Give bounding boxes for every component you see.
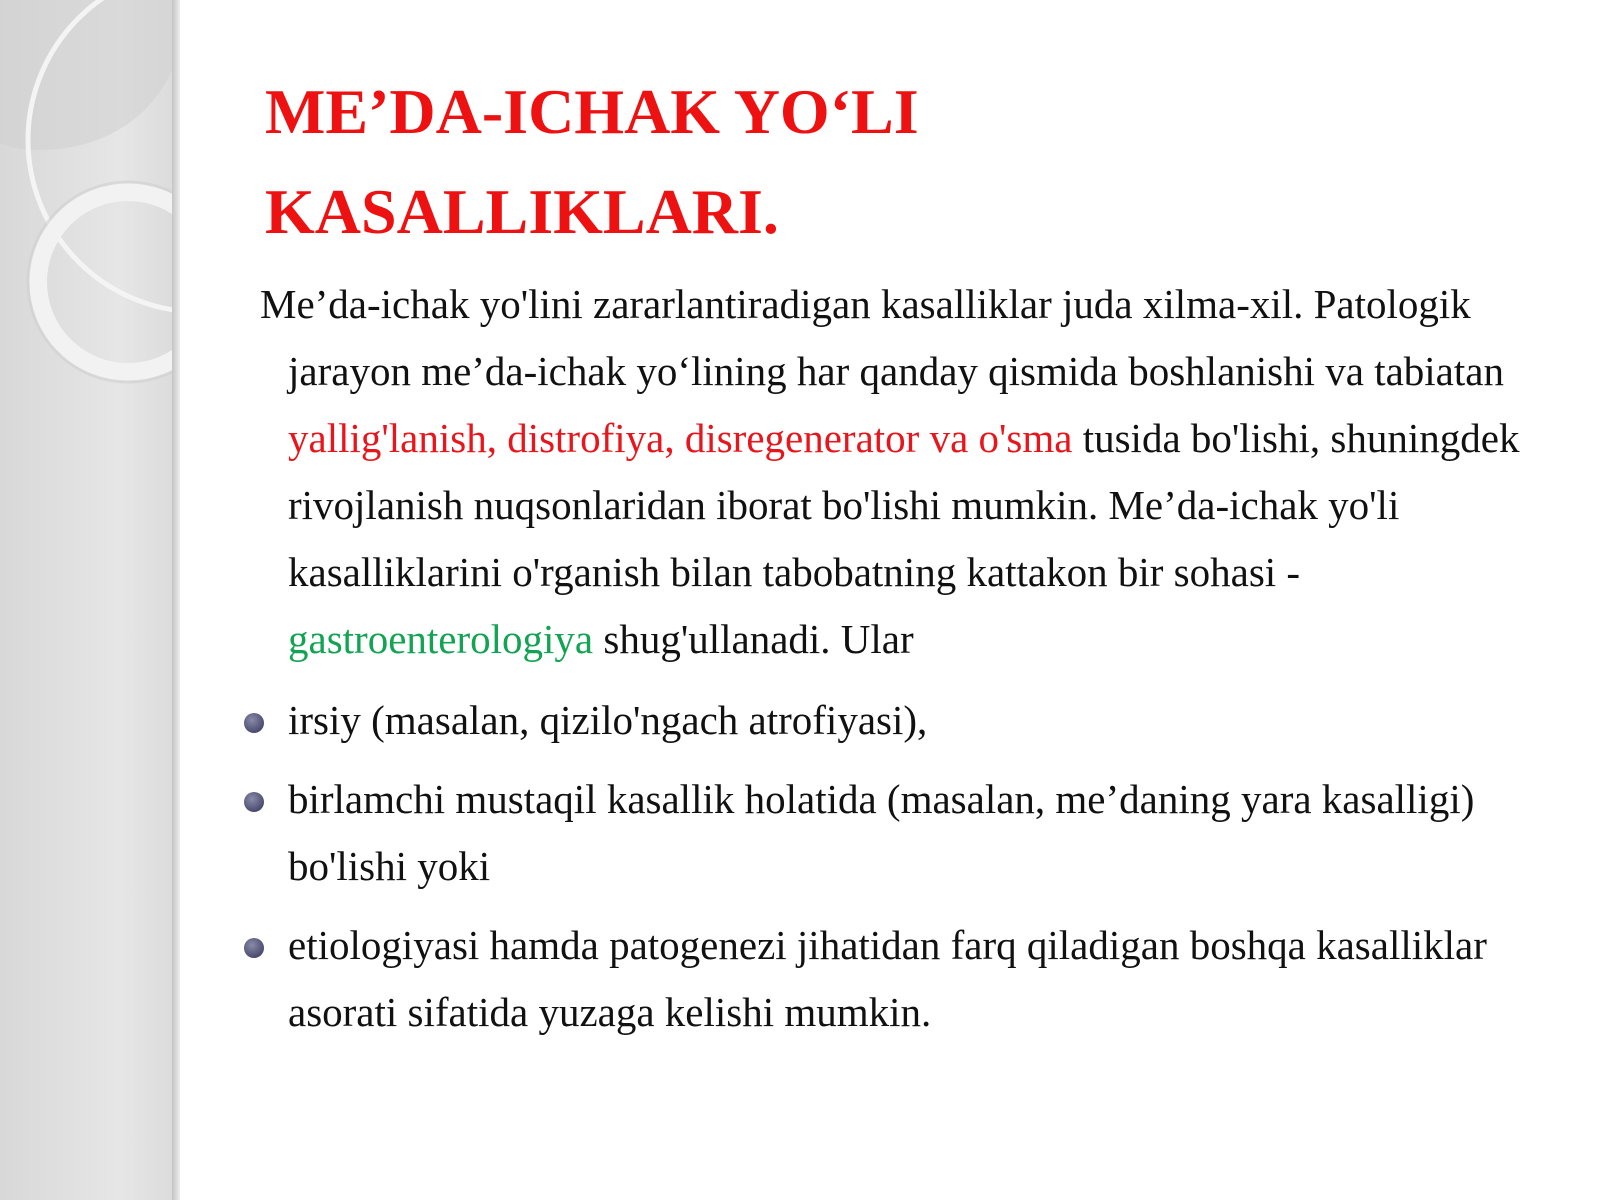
bullet-dot-icon [244, 792, 264, 812]
bullet-item [260, 912, 1550, 1046]
bullet-dot-icon [244, 713, 264, 733]
intro-highlight-green: gastroenterologiya [288, 616, 594, 662]
intro-text-1: Me’da-ichak yo'lini zararlantiradigan kasalliklar juda xilma-xil. Patologik jarayon me’da-ichak yo‘lining har qanday qismida boshlanishi va tabiatan [260, 281, 1504, 394]
bullet-list [260, 687, 1550, 1046]
bullet-text: birlamchi mustaqil kasallik holatida (masalan, me’daning yara kasalligi) bo'lishi yoki [288, 776, 1475, 889]
intro-paragraph [260, 271, 1550, 673]
bullet-text: etiologiyasi hamda patogenezi jihatidan farq qiladigan boshqa kasalliklar asorati sifatida yuzaga kelishi mumkin. [288, 922, 1487, 1035]
side-band-edge [172, 0, 180, 1200]
bullet-item [260, 766, 1550, 900]
slide-body [260, 271, 1550, 1058]
decorative-side-band [0, 0, 172, 1200]
bullet-dot-icon [244, 938, 264, 958]
slide-title [265, 62, 1465, 262]
bullet-text: irsiy (masalan, qizilo'ngach atrofiyasi), [288, 697, 928, 743]
intro-text-2: tusida bo'lishi, shuningdek rivojlanish nuqsonlaridan iborat bo'lishi mumkin. Me’da-ichak yo'li kasalliklarini o'rganish bilan tabobatning kattakon bir sohasi - [288, 415, 1520, 595]
intro-text-3: shug'ullanadi. Ular [593, 616, 914, 662]
decorative-ring-icon [0, 0, 172, 420]
intro-highlight-red: yallig'lanish, distrofiya, disregenerator va o'sma [288, 415, 1073, 461]
title-line-2: KASALLIKLARI. [265, 176, 779, 247]
bullet-item [260, 687, 1550, 754]
title-line-1: ME’DA-ICHAK YO‘LI [265, 76, 919, 147]
